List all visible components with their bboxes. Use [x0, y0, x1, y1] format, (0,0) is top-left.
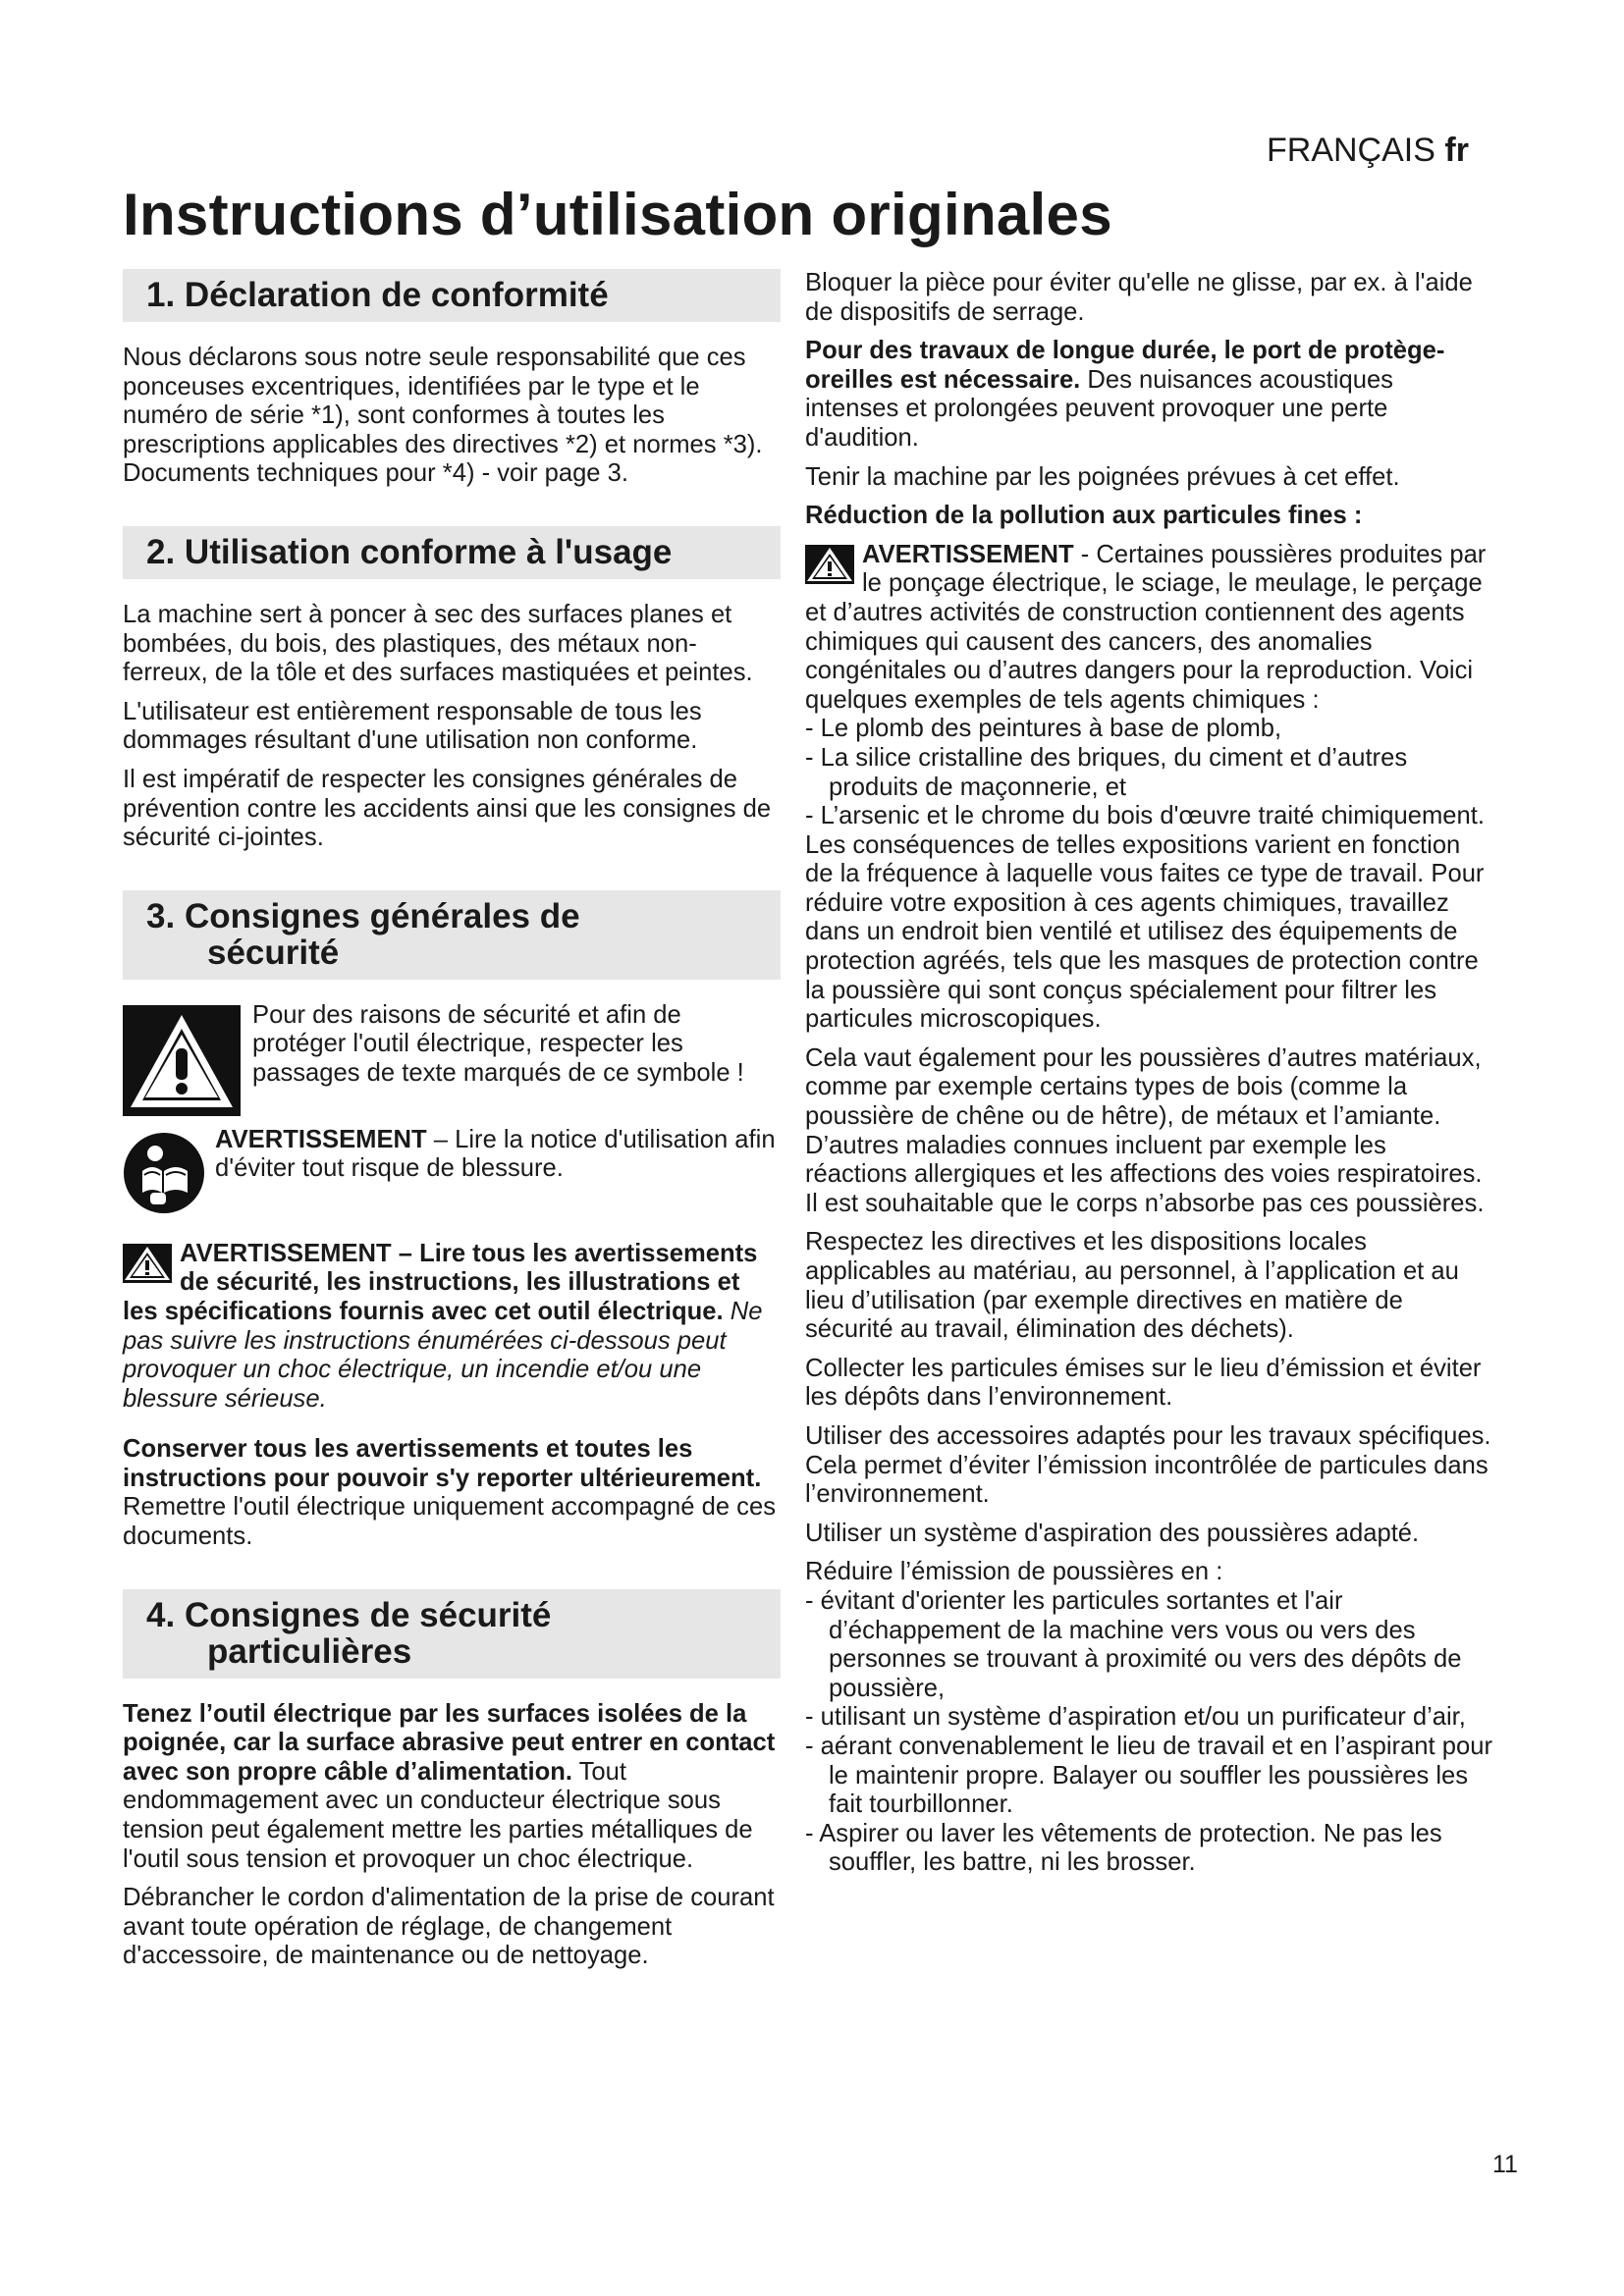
safety-symbol-block [123, 1001, 781, 1116]
reduce-dust-intro: Réduire l’émission de poussières en : [805, 1558, 1223, 1586]
page-title: Instructions d’utilisation originales [123, 182, 1112, 247]
read-manual-text: AVERTISSEMENT – Lire la notice d'utilisation afin d'éviter tout risque de blessure. [215, 1125, 776, 1183]
collect-particles-text: Collecter les particules émises sur le lieu d’émission et éviter les dépôts dans l’environnement. [805, 1354, 1482, 1412]
declaration-text: Nous déclarons sous notre seule responsabilité que ces ponceuses excentriques, identifiées par le type et le numéro de série *1), sont conformes à toutes les prescriptions applicables des directives *2) et normes *3). Documents techniques pour *4) - voir page 3. [123, 344, 763, 488]
list-item: - Le plomb des peintures à base de plomb, [805, 715, 1282, 743]
local-regulations-text: Respectez les directives et les dispositions locales applicables au matériau, au personnel, à l’application et au lieu d’utilisation (par exemple directives en matière de sécurité au travail, élimination des déchets). [805, 1228, 1459, 1344]
usage-text-3: Il est impératif de respecter les consignes générales de prévention contre les accidents ainsi que les consignes de sécurité ci-jointes. [123, 765, 772, 852]
chemical-agents-list [805, 715, 1492, 830]
keep-instructions-text: Conserver tous les avertissements et toutes les instructions pour pouvoir s'y reporter ultérieurement. Remettre l'outil électrique uniquement accompagné de ces documents. [123, 1435, 777, 1551]
other-materials-text: Cela vaut également pour les poussières d’autres matériaux, comme par exemple certains types de bois (comme la poussière de chêne ou de hêtre), de métaux et l’amiante. D’autres maladies connues incluent par exemple les réactions allergiques et les affections des voies respiratoires. Il est souhaitable que le corps n’absorbe pas ces poussières. [805, 1043, 1485, 1217]
language-label: FRANÇAIS fr [1267, 132, 1469, 169]
unplug-text: Débrancher le cordon d'alimentation de la prise de courant avant toute opération de réglage, de changement d'accessoire, de maintenance ou de nettoyage. [123, 1884, 775, 1970]
extraction-system-text: Utiliser un système d'aspiration des poussières adapté. [805, 1519, 1420, 1547]
hold-handles-text: Tenir la machine par les poignées prévues à cet effet. [805, 462, 1400, 491]
dust-warning-text: AVERTISSEMENT - Certaines poussières produites par le ponçage électrique, le sciage, le meulage, le perçage et d’autres activités de construction contiennent des agents chimiques qui causent des cancers, des anomalies congénitales ou d’autres dangers pour la reproduction. Voici quelques exemples de tels agents chimiques : [805, 540, 1487, 714]
left-column [123, 269, 781, 1981]
ear-protection-text: Pour des travaux de longue durée, le port de protège-oreilles est nécessaire. Des nuisances acoustiques intenses et prolongées peuvent provoquer une perte d'audition. [805, 337, 1445, 452]
accessories-text: Utiliser des accessoires adaptés pour les travaux spécifiques. Cela permet d’éviter l’émission incontrôlée de particules dans l’environnement. [805, 1421, 1491, 1509]
section-heading-usage: 2. Utilisation conforme à l'usage [123, 526, 781, 579]
small-warning-icon [805, 545, 854, 584]
list-item: - La silice cristalline des briques, du ciment et d’autres produits de maçonnerie, et [805, 743, 1408, 801]
usage-text-1: La machine sert à poncer à sec des surfaces planes et bombées, du bois, des plastiques, des métaux non-ferreux, de la tôle et des surfaces mastiquées et peintes. [123, 600, 753, 687]
right-column [805, 269, 1492, 1878]
list-item: - aérant convenablement le lieu de travail et en l’aspirant pour le maintenir propre. Balayer ou souffler les poussières les fait tourbillonner. [805, 1732, 1492, 1819]
read-manual-icon [123, 1132, 205, 1214]
list-item: - évitant d'orienter les particules sortantes et l'air d’échappement de la machine vers vous ou vers des personnes se trouvant à proximité ou vers des dépôts de poussière, [805, 1586, 1462, 1702]
small-warning-icon [123, 1244, 172, 1283]
insulated-grip-text: Tenez l’outil électrique par les surfaces isolées de la poignée, car la surface abrasive peut entrer en contact avec son propre câble d’alimentation. Tout endommagement avec un conducteur électrique sous tension peut également mettre les parties métalliques de l'outil sous tension et provoquer un choc électrique. [123, 1699, 776, 1873]
fine-dust-heading: Réduction de la pollution aux particules fines : [805, 502, 1363, 530]
usage-text-2: L'utilisateur est entièrement responsable de tous les dommages résultant d'une utilisation non conforme. [123, 697, 702, 755]
list-item: - L’arsenic et le chrome du bois d'œuvre traité chimiquement. [805, 802, 1485, 830]
general-warning-text: AVERTISSEMENT – Lire tous les avertissements de sécurité, les instructions, les illustrations et les spécifications fournis avec cet outil électrique. Ne pas suivre les instructions énumérées ci-dessous peut provoquer un choc électrique, un incendie et/ou une blessure sérieuse. [123, 1239, 763, 1413]
page-number: 11 [1492, 2151, 1518, 2178]
list-item: - Aspirer ou laver les vêtements de protection. Ne pas les souffler, les battre, ni les brosser. [805, 1819, 1442, 1877]
warning-triangle-icon [123, 1005, 241, 1116]
safety-symbol-text: Pour des raisons de sécurité et afin de protéger l'outil électrique, respecter les passages de texte marqués de ce symbole ! [252, 1000, 744, 1087]
list-item: - utilisant un système d’aspiration et/ou un purificateur d’air, [805, 1703, 1466, 1732]
read-manual-block [123, 1126, 781, 1214]
clamp-workpiece-text: Bloquer la pièce pour éviter qu'elle ne glisse, par ex. à l'aide de dispositifs de serrage. [805, 269, 1473, 326]
section-heading-specific-safety: 4. Consignes de sécurité particulières [123, 1589, 781, 1679]
exposure-text: Les conséquences de telles expositions varient en fonction de la fréquence à laquelle vous faites ce type de travail. Pour réduire votre exposition à ces agents chimiques, travaillez dans un endroit bien ventilé et utilisez des équipements de protection agréés, tels que les masques de protection contre la poussière qui sont conçus spécialement pour filtrer les particules microscopiques. [805, 830, 1485, 1034]
reduce-dust-list [805, 1587, 1492, 1878]
section-heading-declaration: 1. Déclaration de conformité [123, 269, 781, 322]
section-heading-general-safety: 3. Consignes générales de sécurité [123, 890, 781, 980]
